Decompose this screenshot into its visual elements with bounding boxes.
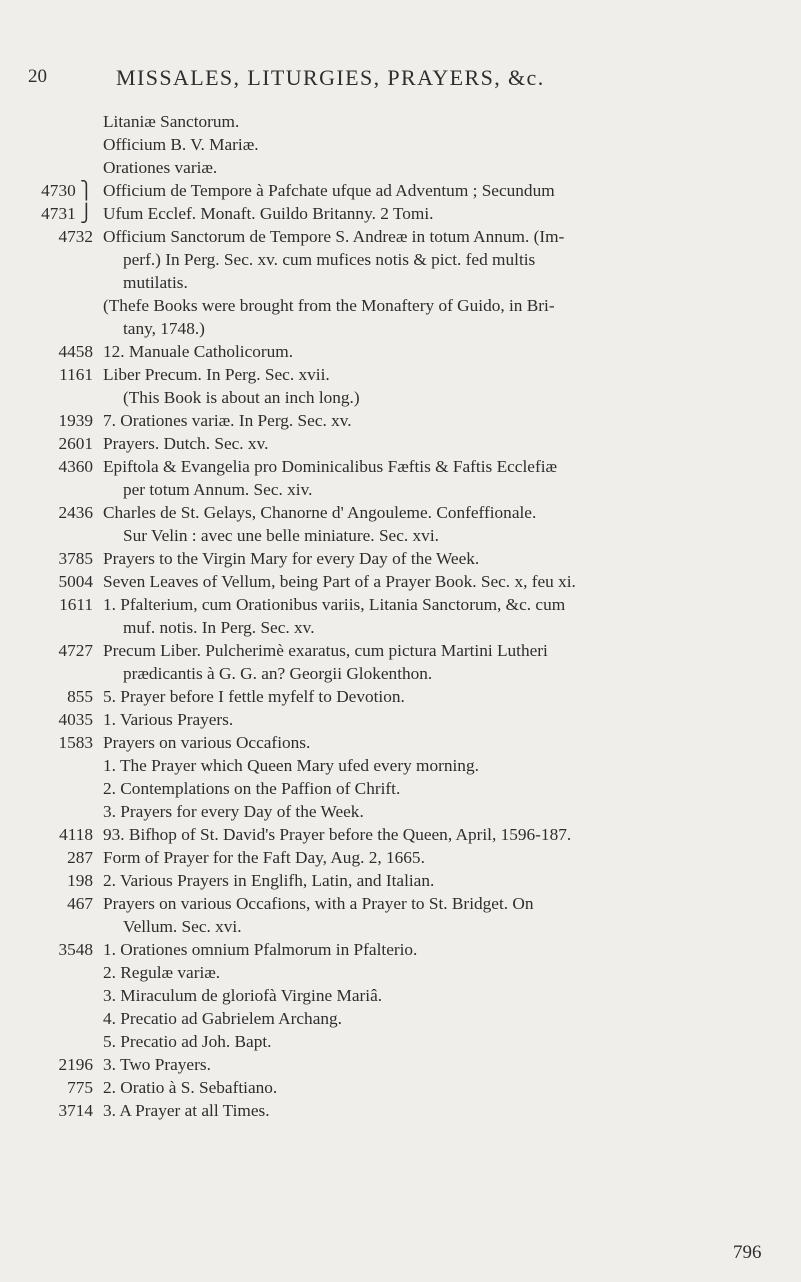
entry-text: 1. Orationes omnium Pfalmorum in Pfalterio. — [103, 940, 418, 959]
entry-text: Vellum. Sec. xvi. — [123, 917, 242, 936]
lot-number: 467 — [67, 894, 93, 913]
catalogue-entry-line — [0, 846, 801, 869]
catalogue-entry-line — [0, 662, 801, 685]
entry-text: 5. Precatio ad Joh. Bapt. — [103, 1032, 272, 1051]
catalogue-entry-line — [0, 524, 801, 547]
entry-text: 1. Various Prayers. — [103, 710, 234, 729]
entry-text: Seven Leaves of Vellum, being Part of a Prayer Book. Sec. x, feu xi. — [103, 572, 576, 591]
lot-number: 4458 — [58, 342, 93, 361]
catalogue-entry-line — [0, 570, 801, 593]
lot-number: 2436 — [58, 503, 93, 522]
entry-text: 12. Manuale Catholicorum. — [103, 342, 294, 361]
catalogue-entry-line — [0, 294, 801, 317]
entry-text: Precum Liber. Pulcherimè exaratus, cum pictura Martini Lutheri — [103, 641, 548, 660]
page-header — [28, 66, 773, 96]
entry-text: 3. A Prayer at all Times. — [103, 1101, 270, 1120]
entry-text: Orationes variæ. — [103, 158, 218, 177]
lot-number: 4730 ⎫ — [41, 181, 93, 200]
catalogue-entry-line — [0, 133, 801, 156]
catalogue-entry-line — [0, 708, 801, 731]
entry-text: Prayers to the Virgin Mary for every Day of the Week. — [103, 549, 480, 568]
entry-text: mutilatis. — [123, 273, 188, 292]
entry-text: Form of Prayer for the Faft Day, Aug. 2, 1665. — [103, 848, 425, 867]
catalogue-entry-line — [0, 455, 801, 478]
catalogue-entry-line — [0, 110, 801, 133]
entry-text: 3. Prayers for every Day of the Week. — [103, 802, 364, 821]
catalogue-entry-line — [0, 501, 801, 524]
entry-text: 2. Various Prayers in Englifh, Latin, and Italian. — [103, 871, 435, 890]
catalogue-entry-line — [0, 961, 801, 984]
entry-text: 3. Miraculum de gloriofà Virgine Mariâ. — [103, 986, 383, 1005]
entry-text: Liber Precum. In Perg. Sec. xvii. — [103, 365, 330, 384]
catalogue-entry-line — [0, 363, 801, 386]
entry-text: 3. Two Prayers. — [103, 1055, 211, 1074]
catalogue-entry-line — [0, 547, 801, 570]
entry-text: 1. The Prayer which Queen Mary ufed every morning. — [103, 756, 479, 775]
entry-text: Prayers. Dutch. Sec. xv. — [103, 434, 269, 453]
entry-text: per totum Annum. Sec. xiv. — [123, 480, 313, 499]
entry-text: 5. Prayer before I fettle myfelf to Devotion. — [103, 687, 405, 706]
catalogue-entry-line — [0, 938, 801, 961]
catalogue-entry-line — [0, 892, 801, 915]
catalogue-entry-line — [0, 1007, 801, 1030]
entry-text: Epiftola & Evangelia pro Dominicalibus Fæftis & Faftis Ecclefiæ — [103, 457, 558, 476]
lot-number: 1939 — [58, 411, 93, 430]
catalogue-entry-line — [0, 432, 801, 455]
lot-number: 4035 — [58, 710, 93, 729]
entry-text: Charles de St. Gelays, Chanorne d' Angouleme. Confeffionale. — [103, 503, 537, 522]
catalogue-entry-line — [0, 869, 801, 892]
lot-number: 4731 ⎭ — [41, 204, 93, 223]
lot-number: 2601 — [58, 434, 93, 453]
catalogue-entry-line — [0, 225, 801, 248]
catalogue-entry-line — [0, 823, 801, 846]
lot-number: 4727 — [58, 641, 93, 660]
catalogue-entry-line — [0, 179, 801, 202]
entry-text: Ufum Ecclef. Monaft. Guildo Britanny. 2 Tomi. — [103, 204, 434, 223]
entry-text: 7. Orationes variæ. In Perg. Sec. xv. — [103, 411, 352, 430]
running-head: MISSALES, LITURGIES, PRAYERS, &c. — [116, 65, 545, 90]
entry-text: muf. notis. In Perg. Sec. xv. — [123, 618, 315, 637]
entry-text: 93. Bifhop of St. David's Prayer before the Queen, April, 1596-187. — [103, 825, 572, 844]
entry-text: 2. Contemplations on the Paffion of Chrift. — [103, 779, 401, 798]
catalogue-entry-line — [0, 156, 801, 179]
catalogue-entries — [0, 110, 801, 1122]
lot-number: 1611 — [59, 595, 93, 614]
lot-number: 3714 — [58, 1101, 93, 1120]
entry-text: 1. Pfalterium, cum Orationibus variis, Litania Sanctorum, &c. cum — [103, 595, 566, 614]
catalogue-entry-line — [0, 984, 801, 1007]
catalogue-entry-line — [0, 754, 801, 777]
catalogue-entry-line — [0, 386, 801, 409]
entry-text: Prayers on various Occafions, with a Prayer to St. Bridget. On — [103, 894, 534, 913]
lot-number: 3785 — [58, 549, 93, 568]
entry-text: perf.) In Perg. Sec. xv. cum mufices notis & pict. fed multis — [123, 250, 536, 269]
catalogue-entry-line — [0, 317, 801, 340]
entry-text: 2. Regulæ variæ. — [103, 963, 221, 982]
entry-text: (This Book is about an inch long.) — [123, 388, 360, 407]
lot-number: 775 — [67, 1078, 93, 1097]
catalogue-entry-line — [0, 1076, 801, 1099]
lot-number: 1161 — [59, 365, 93, 384]
entry-text: Prayers on various Occafions. — [103, 733, 311, 752]
entry-text: 2. Oratio à S. Sebaftiano. — [103, 1078, 278, 1097]
lot-number: 2196 — [58, 1055, 93, 1074]
catalogue-entry-line — [0, 685, 801, 708]
catalogue-entry-line — [0, 800, 801, 823]
lot-number: 4360 — [58, 457, 93, 476]
catalogue-entry-line — [0, 731, 801, 754]
catalogue-entry-line — [0, 340, 801, 363]
entry-text: Officium de Tempore à Pafchate ufque ad Adventum ; Secundum — [103, 181, 555, 200]
catalogue-entry-line — [0, 271, 801, 294]
page-number: 20 — [28, 66, 47, 87]
catalogue-entry-line — [0, 1030, 801, 1053]
lot-number: 4732 — [58, 227, 93, 246]
catalogue-entry-line — [0, 478, 801, 501]
catchword: 796 — [733, 1242, 762, 1263]
entry-text: prædicantis à G. G. an? Georgii Glokenthon. — [123, 664, 433, 683]
lot-number: 4118 — [59, 825, 93, 844]
lot-number: 3548 — [58, 940, 93, 959]
catalogue-entry-line — [0, 616, 801, 639]
entry-text: Officium B. V. Mariæ. — [103, 135, 259, 154]
catalogue-entry-line — [0, 915, 801, 938]
entry-text: tany, 1748.) — [123, 319, 205, 338]
lot-number: 5004 — [58, 572, 93, 591]
entry-text: (Thefe Books were brought from the Monaftery of Guido, in Bri- — [103, 296, 555, 315]
lot-number: 855 — [67, 687, 93, 706]
entry-text: Officium Sanctorum de Tempore S. Andreæ in totum Annum. (Im- — [103, 227, 565, 246]
lot-number: 287 — [67, 848, 93, 867]
catalogue-entry-line — [0, 1099, 801, 1122]
catalogue-entry-line — [0, 409, 801, 432]
entry-text: Sur Velin : avec une belle miniature. Sec. xvi. — [123, 526, 439, 545]
catalogue-entry-line — [0, 593, 801, 616]
entry-text: Litaniæ Sanctorum. — [103, 112, 240, 131]
catalogue-entry-line — [0, 1053, 801, 1076]
catalogue-entry-line — [0, 639, 801, 662]
lot-number: 198 — [67, 871, 93, 890]
catalogue-entry-line — [0, 202, 801, 225]
entry-text: 4. Precatio ad Gabrielem Archang. — [103, 1009, 342, 1028]
lot-number: 1583 — [58, 733, 93, 752]
catalogue-entry-line — [0, 777, 801, 800]
catalogue-entry-line — [0, 248, 801, 271]
